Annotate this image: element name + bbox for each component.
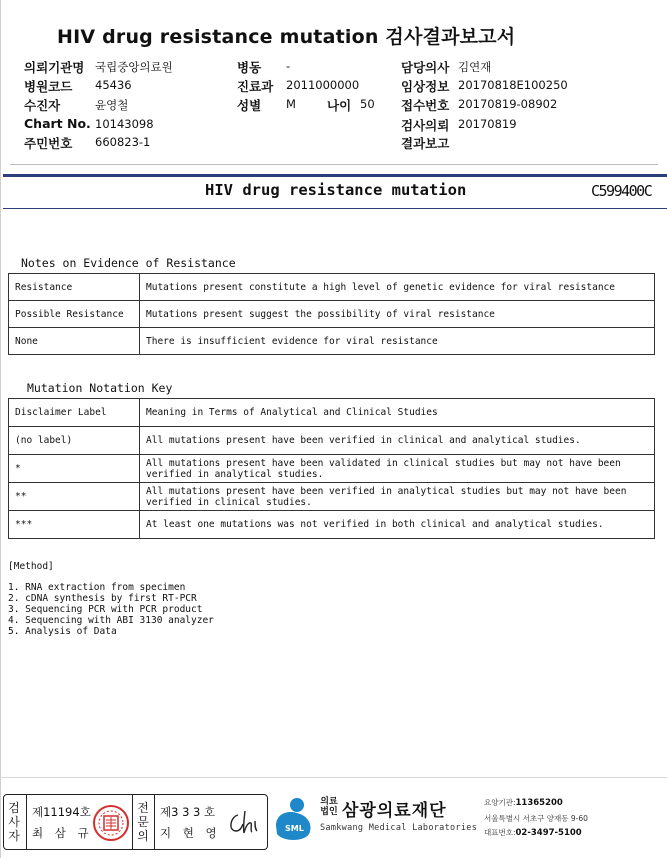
age-label: 나이 — [327, 98, 352, 113]
specialist-license: 제3 3 3 호 — [160, 805, 216, 819]
license-line — [484, 797, 563, 808]
test-request-value: 20170819 — [458, 117, 517, 131]
table-row — [9, 511, 655, 539]
brand-english-name: Samkwang Medical Laboratories — [320, 823, 478, 833]
notation-key-table — [8, 398, 655, 539]
notation-label: *** — [9, 511, 140, 539]
method-heading: [Method] — [8, 561, 54, 572]
institution-value: 국립중앙의료원 — [95, 60, 173, 74]
chart-no-label: Chart No. — [24, 116, 91, 131]
resistance-notes-table — [8, 273, 655, 355]
resistance-term: Resistance — [9, 274, 140, 301]
notation-meaning: All mutations present have been verified in clinical and analytical studies. — [140, 427, 655, 455]
ward-label: 병동 — [237, 60, 262, 75]
hospital-code-value: 45436 — [95, 78, 132, 92]
method-step: 4. Sequencing with ABI 3130 analyzer — [8, 615, 214, 626]
inspector-name: 최 삼 규 — [32, 826, 93, 840]
table-row — [9, 427, 655, 455]
recipient-label: 수진자 — [24, 98, 61, 113]
divider — [154, 795, 155, 849]
method-step: 2. cDNA synthesis by first RT-PCR — [8, 593, 197, 604]
doctor-label: 담당의사 — [401, 60, 450, 75]
sml-logo-icon — [271, 796, 317, 842]
banner-bottom-rule — [3, 208, 667, 209]
notation-meaning: At least one mutations was not verified in both clinical and analytical studies. — [140, 511, 655, 539]
phone-value: 02-3497-5100 — [515, 828, 582, 838]
clinical-info-value: 20170818E100250 — [458, 78, 568, 92]
table-row — [9, 274, 655, 301]
chart-no-value: 10143098 — [95, 117, 154, 131]
license-label: 요양기관: — [484, 798, 516, 807]
age-value: 50 — [360, 97, 375, 111]
address: 서울특별시 서초구 양재동 9-60 — [484, 814, 588, 823]
inspector-label: 검 사 자 — [8, 801, 20, 843]
signature-box — [3, 794, 268, 850]
phone-line — [484, 827, 582, 838]
footer-divider — [0, 777, 667, 778]
specialist-name: 지 현 영 — [160, 826, 221, 840]
department-label: 진료과 — [237, 79, 274, 94]
report-title: HIV drug resistance mutation — [205, 181, 467, 199]
institution-label: 의뢰기관명 — [24, 60, 85, 75]
phone-label: 대표번호: — [484, 828, 516, 837]
banner-top-rule — [3, 174, 667, 177]
license-value: 11365200 — [515, 798, 563, 808]
table-row — [9, 328, 655, 355]
resistance-term: Possible Resistance — [9, 301, 140, 328]
resistance-description: Mutations present suggest the possibility of viral resistance — [140, 301, 655, 328]
sml-logo-text: SML — [285, 824, 304, 833]
receipt-no-label: 접수번호 — [401, 98, 450, 113]
specialist-label: 전 문 의 — [137, 801, 149, 843]
resistance-description: There is insufficient evidence for viral resistance — [140, 328, 655, 355]
result-report-label: 결과보고 — [401, 136, 450, 151]
resistance-notes-title: Notes on Evidence of Resistance — [21, 256, 236, 270]
notation-meaning: All mutations present have been validated in clinical studies but may not have been verified in analytical studies. — [140, 455, 655, 483]
inspector-seal-icon — [92, 804, 130, 842]
report-code: C599400C — [591, 182, 652, 200]
sex-label: 성별 — [237, 98, 262, 113]
brand-corp-label: 의료법인 — [320, 797, 338, 817]
specialist-signature-icon — [224, 807, 264, 839]
notation-meaning: All mutations present have been verified in analytical studies but may not have been verified in clinical studies. — [140, 483, 655, 511]
receipt-no-value: 20170819-08902 — [458, 97, 558, 111]
ward-value: - — [286, 59, 291, 73]
resident-no-value: 660823-1 — [95, 135, 151, 149]
method-step: 3. Sequencing PCR with PCR product — [8, 604, 203, 615]
table-row — [9, 483, 655, 511]
department-value: 2011000000 — [286, 78, 360, 92]
table-row — [9, 455, 655, 483]
table-row — [9, 301, 655, 328]
notation-meaning: Meaning in Terms of Analytical and Clinical Studies — [140, 399, 655, 427]
test-request-label: 검사의뢰 — [401, 118, 450, 133]
resident-no-label: 주민번호 — [24, 136, 73, 151]
method-step: 5. Analysis of Data — [8, 626, 117, 637]
brand-name: 삼광의료재단 — [342, 801, 447, 821]
sex-value: M — [286, 97, 296, 111]
notation-label: Disclaimer Label — [9, 399, 140, 427]
notation-key-title: Mutation Notation Key — [27, 381, 173, 395]
divider — [26, 795, 27, 849]
divider — [132, 795, 133, 849]
header-divider — [10, 164, 658, 165]
hospital-code-label: 병원코드 — [24, 79, 73, 94]
notation-label: (no label) — [9, 427, 140, 455]
resistance-term: None — [9, 328, 140, 355]
document-title: HIV drug resistance mutation 검사결과보고서 — [57, 26, 516, 48]
method-step: 1. RNA extraction from specimen — [8, 582, 186, 593]
inspector-license: 제11194호 — [32, 805, 91, 819]
recipient-value: 윤영철 — [95, 98, 129, 112]
resistance-description: Mutations present constitute a high level of genetic evidence for viral resistance — [140, 274, 655, 301]
clinical-info-label: 임상정보 — [401, 79, 450, 94]
doctor-value: 김연재 — [458, 60, 492, 74]
notation-label: ** — [9, 483, 140, 511]
method-list — [8, 582, 214, 637]
table-row — [9, 399, 655, 427]
notation-label: * — [9, 455, 140, 483]
